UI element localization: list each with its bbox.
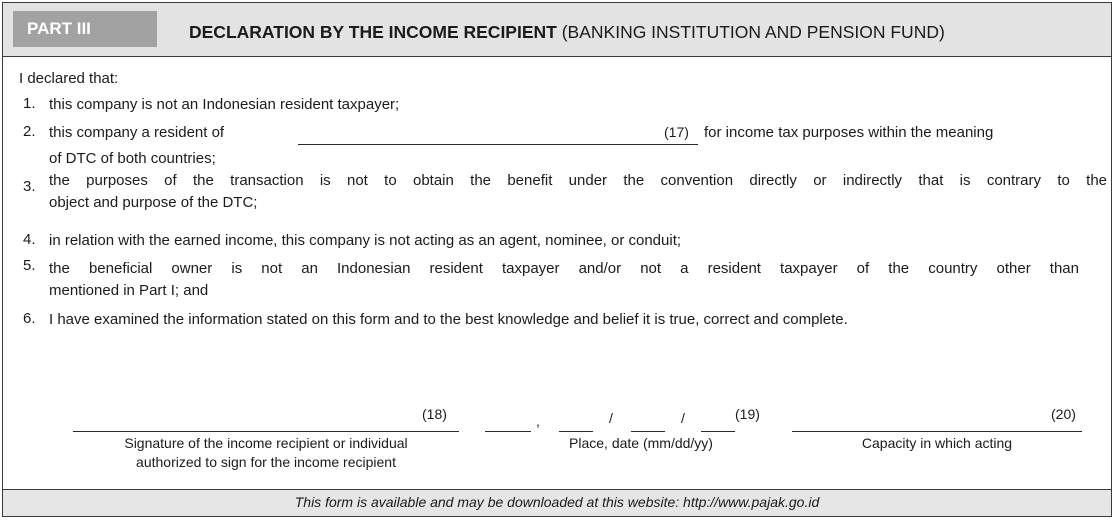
- item-6-number: 6.: [23, 310, 36, 327]
- field-17-number: (17): [664, 124, 689, 140]
- place-field[interactable]: [485, 431, 531, 432]
- place-date-caption: Place, date (mm/dd/yy): [569, 435, 713, 451]
- item-2-text-b: for income tax purposes within the meaning: [704, 124, 994, 141]
- item-5-line-2: mentioned in Part I; and: [49, 282, 209, 299]
- item-5-number: 5.: [23, 257, 36, 274]
- signature-caption-line-1: Signature of the income recipient or individual: [124, 435, 408, 451]
- item-2-text-c: of DTC of both countries;: [49, 150, 216, 167]
- date-slash-2: /: [681, 410, 685, 426]
- item-3-number: 3.: [23, 178, 36, 195]
- field-19-number: (19): [735, 406, 760, 422]
- intro-text: I declared that:: [19, 70, 119, 87]
- declaration-form: [2, 2, 1112, 517]
- item-3-line-2: object and purpose of the DTC;: [49, 194, 258, 211]
- footer-note: [3, 489, 1111, 516]
- signature-field[interactable]: [73, 431, 459, 432]
- item-4-number: 4.: [23, 231, 36, 248]
- section-title: [189, 22, 945, 43]
- date-slash-1: /: [609, 410, 613, 426]
- signature-caption-line-2: authorized to sign for the income recipient: [136, 454, 396, 470]
- month-field[interactable]: [559, 431, 593, 432]
- item-1-text: this company is not an Indonesian resident taxpayer;: [49, 96, 400, 113]
- section-title-subtitle: (BANKING INSTITUTION AND PENSION FUND): [561, 22, 945, 42]
- day-field[interactable]: [631, 431, 665, 432]
- capacity-field[interactable]: [792, 431, 1082, 432]
- item-3-line-1: the purposes of the transaction is not to obtain the benefit under the convention directly or indirectly that is contrary to the: [49, 172, 1107, 189]
- item-4-text: in relation with the earned income, this company is not acting as an agent, nominee, or conduit;: [49, 232, 682, 249]
- section-header: [3, 3, 1111, 57]
- item-1-number: 1.: [23, 95, 36, 112]
- item-2-number: 2.: [23, 123, 36, 140]
- signature-caption: [73, 434, 459, 472]
- field-20-number: (20): [1051, 406, 1076, 422]
- capacity-caption: Capacity in which acting: [861, 435, 1013, 451]
- item-2-text-a: this company a resident of: [49, 124, 225, 141]
- field-18-number: (18): [422, 406, 447, 422]
- section-title-bold: DECLARATION BY THE INCOME RECIPIENT: [189, 22, 557, 42]
- place-date-comma: ,: [536, 413, 540, 429]
- footer-text: This form is available and may be downloaded at this website: http://www.pajak.go.id: [294, 494, 820, 510]
- country-of-residence-field[interactable]: [298, 144, 698, 145]
- item-6-text: I have examined the information stated on this form and to the best knowledge and belief it is true, correct and complete.: [49, 311, 848, 328]
- part-label: PART III: [13, 11, 157, 47]
- item-5-line-1: the beneficial owner is not an Indonesian resident taxpayer and/or not a resident taxpayer of the country other than: [49, 260, 1079, 277]
- year-field[interactable]: [701, 431, 735, 432]
